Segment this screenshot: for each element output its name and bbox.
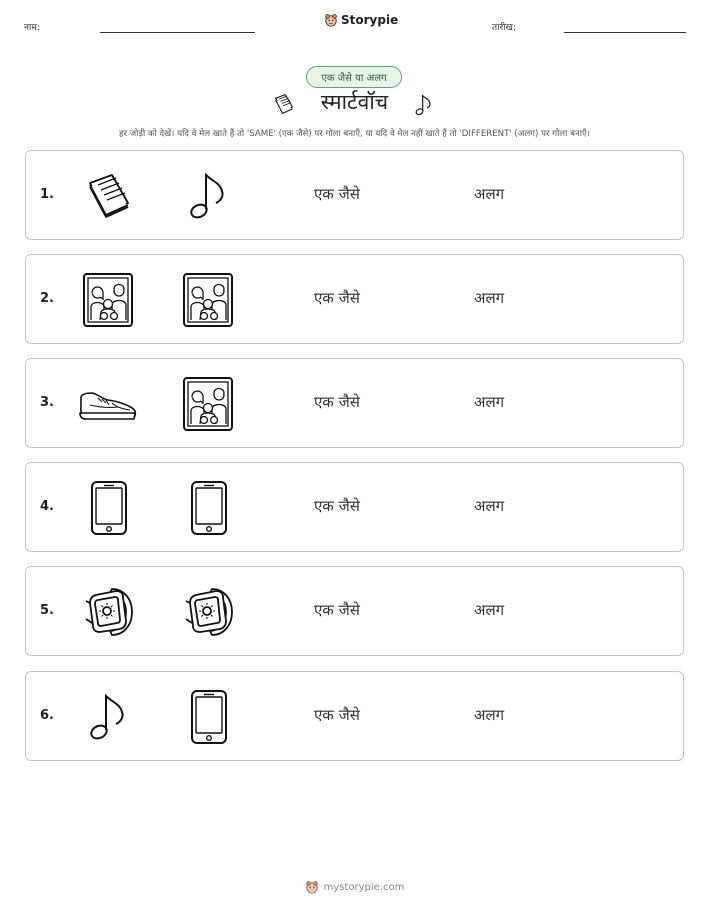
notebook-icon	[82, 169, 136, 223]
question-number: 6.	[40, 708, 54, 723]
footer-url[interactable]: mystorypie.com	[323, 881, 405, 893]
smartphone-icon	[182, 481, 236, 535]
same-option[interactable]: एक जैसे	[314, 393, 360, 411]
question-number: 5.	[40, 603, 54, 618]
different-option[interactable]: अलग	[474, 497, 505, 515]
name-line[interactable]	[100, 32, 255, 33]
sneaker-icon	[78, 377, 132, 431]
question-row	[25, 566, 684, 656]
question-number: 2.	[40, 291, 54, 306]
music-note-icon	[182, 169, 236, 223]
instructions: हर जोड़ी को देखें। यदि वे मेल खाते हैं तो 'SAME' (एक जैसे) पर गोला बनाएँ, या यदि वे मेल नहीं खाते हैं तो 'DIFFERENT' (अलग) पर गोला बनाएँ।	[119, 129, 590, 139]
question-row	[25, 462, 684, 552]
smartphone-icon	[182, 690, 236, 744]
smartphone-icon	[82, 481, 136, 535]
same-option[interactable]: एक जैसे	[314, 601, 360, 619]
brand-logo	[324, 13, 398, 27]
question-row	[25, 358, 684, 448]
same-option[interactable]: एक जैसे	[314, 497, 360, 515]
same-option[interactable]: एक जैसे	[314, 185, 360, 203]
music-note-icon	[412, 92, 436, 118]
date-line[interactable]	[564, 32, 686, 33]
question-number: 4.	[40, 499, 54, 514]
same-option[interactable]: एक जैसे	[314, 706, 360, 724]
question-row	[25, 671, 684, 761]
worksheet-type-badge: एक जैसे या अलग	[306, 66, 402, 88]
storypie-mascot-icon	[305, 880, 319, 894]
family-photo-icon	[182, 273, 236, 327]
question-row	[25, 150, 684, 240]
same-option[interactable]: एक जैसे	[314, 289, 360, 307]
different-option[interactable]: अलग	[474, 601, 505, 619]
question-row	[25, 254, 684, 344]
name-label: नाम:	[24, 23, 40, 33]
storypie-mascot-icon	[324, 13, 338, 27]
different-option[interactable]: अलग	[474, 289, 505, 307]
smartwatch-icon	[82, 585, 136, 639]
different-option[interactable]: अलग	[474, 185, 505, 203]
different-option[interactable]: अलग	[474, 393, 505, 411]
family-photo-icon	[82, 273, 136, 327]
smartwatch-icon	[182, 585, 236, 639]
page-title: स्मार्टवॉच	[320, 90, 389, 114]
music-note-icon	[82, 690, 136, 744]
footer	[0, 880, 709, 894]
question-number: 3.	[40, 395, 54, 410]
brand-name: Storypie	[341, 13, 399, 27]
question-number: 1.	[40, 187, 54, 202]
different-option[interactable]: अलग	[474, 706, 505, 724]
family-photo-icon	[182, 377, 236, 431]
date-label: तारीख:	[492, 23, 516, 33]
